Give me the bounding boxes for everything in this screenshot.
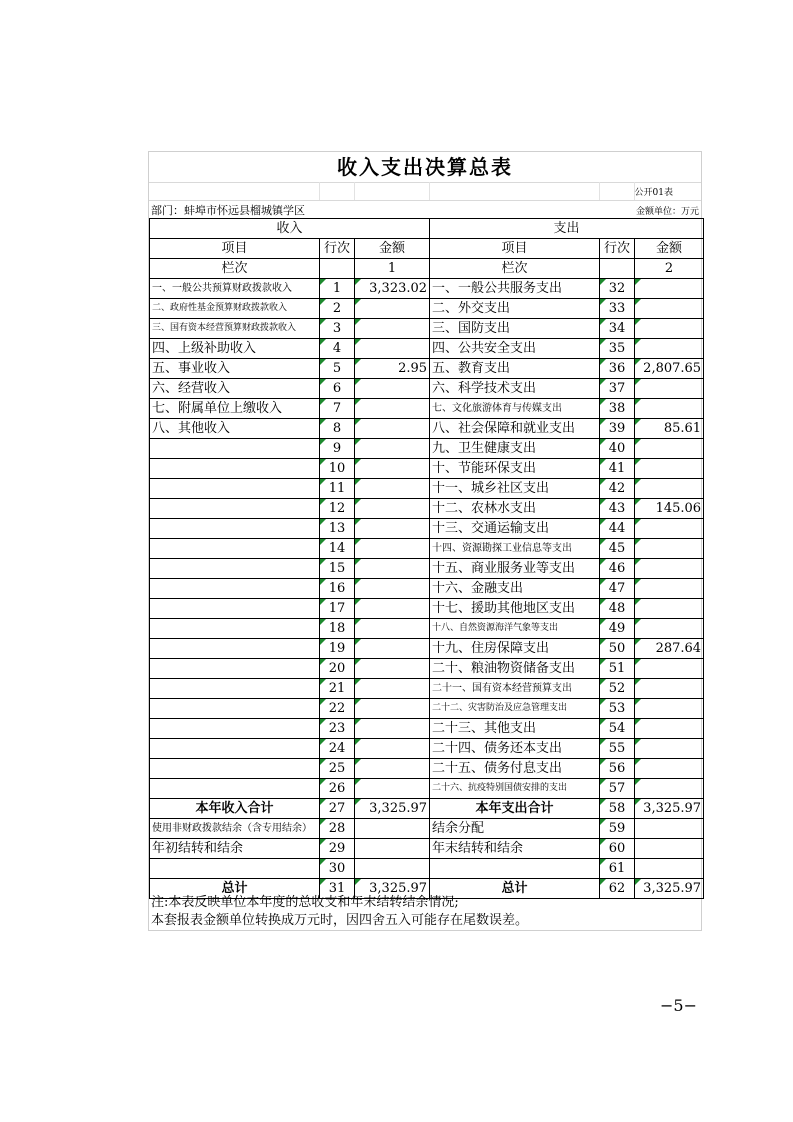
income-amount xyxy=(355,459,430,479)
table-row xyxy=(150,599,704,619)
col-item-income: 项目 xyxy=(150,239,320,259)
income-amount xyxy=(355,519,430,539)
expense-line-no: 38 xyxy=(600,399,635,419)
total-income-no: 27 xyxy=(320,799,355,819)
income-line-no: 8 xyxy=(320,419,355,439)
income-line-no: 3 xyxy=(320,319,355,339)
income-item-label: 一、一般公共预算财政拨款收入 xyxy=(150,279,320,299)
income-line-no: 5 xyxy=(320,359,355,379)
income-line-no: 18 xyxy=(320,619,355,639)
income-line-no: 15 xyxy=(320,559,355,579)
report-title: 收入支出决算总表 xyxy=(149,152,701,183)
income-amount xyxy=(355,599,430,619)
income-amount xyxy=(355,739,430,759)
table-row xyxy=(150,319,704,339)
expense-amount xyxy=(635,439,704,459)
total-expense-amount: 3,325.97 xyxy=(635,799,704,819)
row29-label: 年初结转和结余 xyxy=(150,839,320,859)
table-row xyxy=(150,459,704,479)
expense-item-label: 二、外交支出 xyxy=(430,299,600,319)
income-item-label xyxy=(150,679,320,699)
income-amount xyxy=(355,699,430,719)
grand-income-no: 31 xyxy=(320,879,355,899)
income-amount xyxy=(355,579,430,599)
expense-line-no: 37 xyxy=(600,379,635,399)
row59-label: 结余分配 xyxy=(430,819,600,839)
income-amount xyxy=(355,399,430,419)
total-income-label: 本年收入合计 xyxy=(150,799,320,819)
expense-line-no: 33 xyxy=(600,299,635,319)
expense-item-label: 二十三、其他支出 xyxy=(430,719,600,739)
lanci-row xyxy=(150,259,704,279)
income-amount xyxy=(355,419,430,439)
income-amount xyxy=(355,639,430,659)
expense-line-no: 42 xyxy=(600,479,635,499)
income-item-label: 二、政府性基金预算财政拨款收入 xyxy=(150,299,320,319)
table-row xyxy=(150,759,704,779)
expense-line-no: 57 xyxy=(600,779,635,799)
expense-line-no: 45 xyxy=(600,539,635,559)
section-expense: 支出 xyxy=(430,219,704,239)
expense-line-no: 46 xyxy=(600,559,635,579)
expense-item-label: 一、一般公共服务支出 xyxy=(430,279,600,299)
expense-item-label: 二十二、灾害防治及应急管理支出 xyxy=(430,699,600,719)
table-row xyxy=(150,379,704,399)
col-item-expense: 项目 xyxy=(430,239,600,259)
income-amount: 2.95 xyxy=(355,359,430,379)
table-row xyxy=(150,639,704,659)
expense-line-no: 53 xyxy=(600,699,635,719)
table-row xyxy=(150,479,704,499)
income-amount xyxy=(355,659,430,679)
income-item-label: 六、经营收入 xyxy=(150,379,320,399)
table-row xyxy=(150,579,704,599)
income-line-no: 21 xyxy=(320,679,355,699)
table-row xyxy=(150,539,704,559)
total-expense-no: 58 xyxy=(600,799,635,819)
grand-income-amount: 3,325.97 xyxy=(355,879,430,899)
expense-item-label: 十九、住房保障支出 xyxy=(430,639,600,659)
row59-amount xyxy=(635,819,704,839)
expense-amount xyxy=(635,619,704,639)
balance-use-row xyxy=(150,819,704,839)
expense-item-label: 十六、金融支出 xyxy=(430,579,600,599)
total-income-amount: 3,325.97 xyxy=(355,799,430,819)
income-line-no: 9 xyxy=(320,439,355,459)
income-amount: 3,323.02 xyxy=(355,279,430,299)
income-amount xyxy=(355,619,430,639)
expense-item-label: 八、社会保障和就业支出 xyxy=(430,419,600,439)
income-line-no: 1 xyxy=(320,279,355,299)
expense-amount xyxy=(635,319,704,339)
income-item-label xyxy=(150,659,320,679)
expense-line-no: 40 xyxy=(600,439,635,459)
income-line-no: 13 xyxy=(320,519,355,539)
expense-amount xyxy=(635,279,704,299)
expense-amount: 287.64 xyxy=(635,639,704,659)
note-line-2: 本套报表金额单位转换成万元时，因四舍五入可能存在尾数误差。 xyxy=(151,913,529,928)
row29-amount xyxy=(355,839,430,859)
income-line-no: 11 xyxy=(320,479,355,499)
grand-expense-label: 总计 xyxy=(430,879,600,899)
income-item-label xyxy=(150,699,320,719)
blank-row xyxy=(150,859,704,879)
expense-line-no: 51 xyxy=(600,659,635,679)
unit-label: 金额单位：万元 xyxy=(635,207,699,217)
income-item-label xyxy=(150,579,320,599)
expense-line-no: 55 xyxy=(600,739,635,759)
column-header-row xyxy=(150,239,704,259)
expense-amount xyxy=(635,739,704,759)
table-row xyxy=(150,299,704,319)
expense-amount: 145.06 xyxy=(635,499,704,519)
table-row xyxy=(150,499,704,519)
expense-line-no: 44 xyxy=(600,519,635,539)
income-line-no: 20 xyxy=(320,659,355,679)
section-income: 收入 xyxy=(150,219,430,239)
expense-item-label: 二十、粮油物资储备支出 xyxy=(430,659,600,679)
lanci-blank xyxy=(320,259,355,279)
table-row xyxy=(150,559,704,579)
income-line-no: 22 xyxy=(320,699,355,719)
row30-no: 30 xyxy=(320,859,355,879)
expense-item-label: 二十四、债务还本支出 xyxy=(430,739,600,759)
expense-line-no: 39 xyxy=(600,419,635,439)
income-line-no: 2 xyxy=(320,299,355,319)
income-amount xyxy=(355,499,430,519)
row60-no: 60 xyxy=(600,839,635,859)
income-item-label xyxy=(150,459,320,479)
grand-expense-amount: 3,325.97 xyxy=(635,879,704,899)
expense-line-no: 50 xyxy=(600,639,635,659)
income-item-label xyxy=(150,759,320,779)
table-row xyxy=(150,399,704,419)
row28-amount xyxy=(355,819,430,839)
expense-amount xyxy=(635,539,704,559)
expense-item-label: 三、国防支出 xyxy=(430,319,600,339)
income-line-no: 14 xyxy=(320,539,355,559)
income-line-no: 25 xyxy=(320,759,355,779)
table-row xyxy=(150,339,704,359)
expense-line-no: 49 xyxy=(600,619,635,639)
income-item-label: 四、上级补助收入 xyxy=(150,339,320,359)
income-item-label: 三、国有资本经营预算财政拨款收入 xyxy=(150,319,320,339)
grid-line xyxy=(354,182,355,200)
expense-amount xyxy=(635,559,704,579)
income-item-label: 七、附属单位上缴收入 xyxy=(150,399,320,419)
col-amount-income: 金额 xyxy=(355,239,430,259)
grand-income-label: 总计 xyxy=(150,879,320,899)
row30-label xyxy=(150,859,320,879)
note-line-1: 注:本表反映单位本年度的总收支和年末结转结余情况; xyxy=(151,895,459,910)
income-amount xyxy=(355,339,430,359)
table-row xyxy=(150,419,704,439)
expense-amount xyxy=(635,379,704,399)
income-line-no: 16 xyxy=(320,579,355,599)
lanci-blank xyxy=(600,259,635,279)
income-item-label xyxy=(150,559,320,579)
row28-no: 28 xyxy=(320,819,355,839)
expense-item-label: 十一、城乡社区支出 xyxy=(430,479,600,499)
income-line-no: 7 xyxy=(320,399,355,419)
table-row xyxy=(150,679,704,699)
income-item-label xyxy=(150,519,320,539)
expense-line-no: 54 xyxy=(600,719,635,739)
income-line-no: 23 xyxy=(320,719,355,739)
expense-line-no: 43 xyxy=(600,499,635,519)
income-line-no: 6 xyxy=(320,379,355,399)
expense-item-label: 四、公共安全支出 xyxy=(430,339,600,359)
expense-amount xyxy=(635,299,704,319)
row60-amount xyxy=(635,839,704,859)
expense-line-no: 41 xyxy=(600,459,635,479)
income-item-label xyxy=(150,739,320,759)
expense-item-label: 七、文化旅游体育与传媒支出 xyxy=(430,399,600,419)
expense-item-label: 十四、资源勘探工业信息等支出 xyxy=(430,539,600,559)
income-item-label: 五、事业收入 xyxy=(150,359,320,379)
report-sheet xyxy=(148,151,702,931)
table-row xyxy=(150,739,704,759)
expense-item-label: 十三、交通运输支出 xyxy=(430,519,600,539)
expense-item-label: 九、卫生健康支出 xyxy=(430,439,600,459)
income-item-label xyxy=(150,779,320,799)
expense-item-label: 十七、援助其他地区支出 xyxy=(430,599,600,619)
income-item-label xyxy=(150,479,320,499)
expense-amount xyxy=(635,659,704,679)
lanci-expense: 栏次 xyxy=(430,259,600,279)
form-number: 公开01表 xyxy=(634,188,673,198)
expense-amount xyxy=(635,399,704,419)
expense-amount xyxy=(635,599,704,619)
income-line-no: 10 xyxy=(320,459,355,479)
expense-amount xyxy=(635,719,704,739)
expense-amount: 2,807.65 xyxy=(635,359,704,379)
income-item-label xyxy=(150,439,320,459)
department-label: 部门：蚌埠市怀远县榴城镇学区 xyxy=(151,204,305,217)
income-amount xyxy=(355,559,430,579)
expense-line-no: 47 xyxy=(600,579,635,599)
table-row xyxy=(150,619,704,639)
income-item-label xyxy=(150,499,320,519)
expense-item-label: 十二、农林水支出 xyxy=(430,499,600,519)
table-row xyxy=(150,519,704,539)
row61-no: 61 xyxy=(600,859,635,879)
total-expense-label: 本年支出合计 xyxy=(430,799,600,819)
expense-item-label: 十八、自然资源海洋气象等支出 xyxy=(430,619,600,639)
income-amount xyxy=(355,379,430,399)
income-line-no: 4 xyxy=(320,339,355,359)
department-row xyxy=(149,200,701,219)
expense-line-no: 35 xyxy=(600,339,635,359)
expense-amount xyxy=(635,699,704,719)
expense-item-label: 十五、商业服务业等支出 xyxy=(430,559,600,579)
expense-item-label: 五、教育支出 xyxy=(430,359,600,379)
expense-amount xyxy=(635,679,704,699)
income-amount xyxy=(355,719,430,739)
row61-amount xyxy=(635,859,704,879)
income-amount xyxy=(355,759,430,779)
table-row xyxy=(150,279,704,299)
notes xyxy=(149,894,701,930)
lanci-income: 栏次 xyxy=(150,259,320,279)
row29-no: 29 xyxy=(320,839,355,859)
table-row xyxy=(150,359,704,379)
expense-item-label: 二十六、抗疫特别国债安排的支出 xyxy=(430,779,600,799)
income-item-label xyxy=(150,639,320,659)
expense-item-label: 二十五、债务付息支出 xyxy=(430,759,600,779)
page-number: −5− xyxy=(660,996,697,1015)
income-amount xyxy=(355,319,430,339)
expense-item-label: 六、科学技术支出 xyxy=(430,379,600,399)
form-number-row xyxy=(149,182,701,201)
expense-amount xyxy=(635,459,704,479)
expense-amount xyxy=(635,759,704,779)
income-amount xyxy=(355,779,430,799)
income-item-label xyxy=(150,599,320,619)
income-item-label xyxy=(150,719,320,739)
income-expense-table xyxy=(149,218,704,899)
grid-line xyxy=(319,182,320,200)
row59-no: 59 xyxy=(600,819,635,839)
col-line-expense: 行次 xyxy=(600,239,635,259)
row60-label: 年末结转和结余 xyxy=(430,839,600,859)
grid-line xyxy=(429,182,430,200)
income-amount xyxy=(355,439,430,459)
section-header-row xyxy=(150,219,704,239)
expense-amount xyxy=(635,519,704,539)
income-item-label: 八、其他收入 xyxy=(150,419,320,439)
grand-expense-no: 62 xyxy=(600,879,635,899)
expense-line-no: 48 xyxy=(600,599,635,619)
table-row xyxy=(150,699,704,719)
income-line-no: 24 xyxy=(320,739,355,759)
expense-line-no: 36 xyxy=(600,359,635,379)
row28-label: 使用非财政拨款结余（含专用结余） xyxy=(150,819,320,839)
row61-label xyxy=(430,859,600,879)
expense-amount: 85.61 xyxy=(635,419,704,439)
expense-line-no: 56 xyxy=(600,759,635,779)
income-amount xyxy=(355,679,430,699)
table-row xyxy=(150,779,704,799)
expense-item-label: 十、节能环保支出 xyxy=(430,459,600,479)
total-row xyxy=(150,799,704,819)
expense-amount xyxy=(635,479,704,499)
expense-amount xyxy=(635,779,704,799)
expense-line-no: 52 xyxy=(600,679,635,699)
income-amount xyxy=(355,479,430,499)
col-line-income: 行次 xyxy=(320,239,355,259)
table-row xyxy=(150,659,704,679)
grid-line xyxy=(599,182,600,200)
income-line-no: 26 xyxy=(320,779,355,799)
table-row xyxy=(150,439,704,459)
col-amount-expense: 金额 xyxy=(635,239,704,259)
income-amount xyxy=(355,539,430,559)
expense-line-no: 34 xyxy=(600,319,635,339)
expense-amount xyxy=(635,579,704,599)
income-line-no: 17 xyxy=(320,599,355,619)
row30-amount xyxy=(355,859,430,879)
table-row xyxy=(150,719,704,739)
expense-line-no: 32 xyxy=(600,279,635,299)
income-amount xyxy=(355,299,430,319)
income-line-no: 19 xyxy=(320,639,355,659)
expense-amount xyxy=(635,339,704,359)
lanci-no-expense: 2 xyxy=(635,259,704,279)
income-line-no: 12 xyxy=(320,499,355,519)
carryover-row xyxy=(150,839,704,859)
income-item-label xyxy=(150,539,320,559)
income-item-label xyxy=(150,619,320,639)
expense-item-label: 二十一、国有资本经营预算支出 xyxy=(430,679,600,699)
lanci-no-income: 1 xyxy=(355,259,430,279)
